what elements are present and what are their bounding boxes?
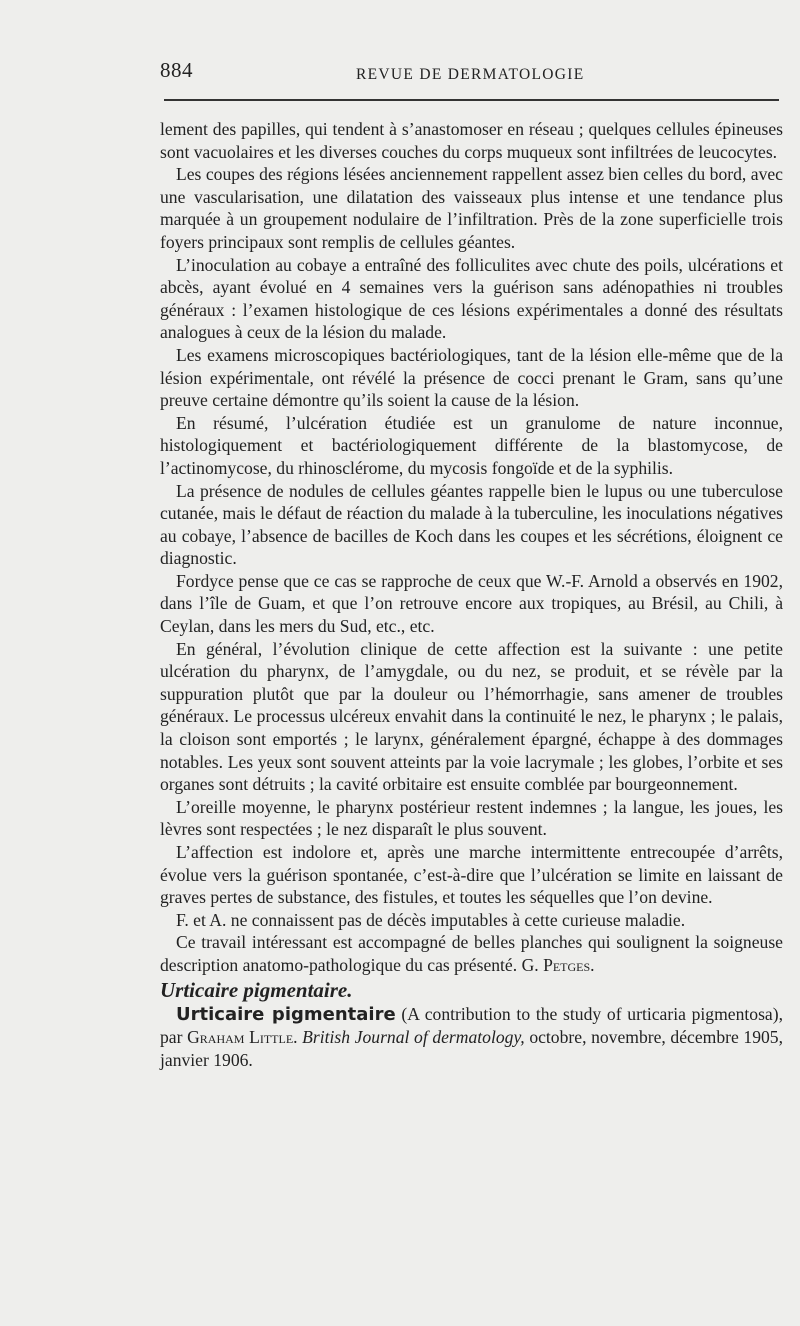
header-rule	[164, 99, 779, 101]
paragraph: Fordyce pense que ce cas se rapproche de ceux que W.-F. Arnold a observés en 1902, dans l’île de Guam, et que l’on retrouve encore aux tropiques, au Brésil, au Chili, à Ceylan, dans les mers du Sud, etc., etc.	[160, 570, 783, 637]
entry-author: Graham Little.	[187, 1027, 298, 1048]
paragraph: Les examens microscopiques bactériologiques, tant de la lésion elle-même que de la lésion expérimentale, ont révélé la présence de cocci prenant le Gram, sans qu’une preuve certaine démontre qu’ils soient la cause de la lésion.	[160, 344, 783, 411]
paragraph: La présence de nodules de cellules géantes rappelle bien le lupus ou une tuberculose cutanée, mais le défaut de réaction du malade à la tuberculine, les inoculations négatives au cobaye, l’absence de bacilles de Koch dans les coupes et les sécrétions, éloignent ce diagnostic.	[160, 480, 783, 569]
running-head: REVUE DE DERMATOLOGIE	[356, 66, 585, 83]
paragraph: lement des papilles, qui tendent à s’anastomoser en réseau ; quelques cellules épineuses sont vacuolaires et les diverses couches du corps muqueux sont infiltrées de leucocytes.	[160, 119, 783, 162]
article-body	[160, 118, 783, 1071]
paragraph: Les coupes des régions lésées anciennement rappellent assez bien celles du bord, avec une vascularisation, une dilatation des vaisseaux plus intense et une tendance plus marquée à un groupement nodulaire de l’infiltration. Près de la zone superficielle trois foyers principaux sont remplis de cellules géantes.	[160, 164, 783, 252]
reviewer-signature: G. Petges.	[521, 954, 595, 975]
paragraph: L’oreille moyenne, le pharynx postérieur restent indemnes ; la langue, les joues, les lèvres sont respectées ; le nez disparaît le plus souvent.	[160, 796, 783, 840]
paragraph: En général, l’évolution clinique de cette affection est la suivante : une petite ulcération du pharynx, de l’amygdale, ou du nez, se produit, et se révèle par la suppuration plutôt que par la douleur ou l’hémorrhagie, sans amener de troubles généraux. Le processus ulcéreux envahit dans la continuité le nez, le pharynx ; le palais, la cloison sont emportés ; le larynx, généralement épargné, échappe à des dommages notables. Les yeux sont souvent atteints par la voie lacrymale ; les globes, l’orbite et ses organes sont détruits ; la cavité orbitaire est ensuite comblée par bourgeonnement.	[160, 638, 783, 795]
bibliographic-entry	[160, 1003, 783, 1072]
entry-dates: octobre, novembre, décembre 1905, janvier 1906.	[160, 1027, 784, 1070]
entry-journal: British Journal of dermatology,	[302, 1027, 525, 1048]
closing-paragraph	[160, 931, 783, 976]
paragraph: En résumé, l’ulcération étudiée est un granulome de nature inconnue, histologiquement et bactériologiquement différente de la blastomycose, de l’actinomycose, du rhinosclérome, du mycosis fongoïde et de la syphilis.	[160, 412, 783, 478]
entry-subtitle: (A contribution to the study of urticaria pigmentosa), par	[160, 1003, 783, 1048]
entry-title: Urticaire pigmentaire	[176, 1003, 396, 1025]
page-number: 884	[160, 58, 193, 82]
section-heading: Urticaire pigmentaire.	[160, 977, 353, 1002]
paragraph: F. et A. ne connaissent pas de décès imputables à cette curieuse maladie.	[176, 909, 686, 930]
closing-text: Ce travail intéressant est accompagné de belles planches qui soulignent la soigneuse description anatomo-pathologique du cas présenté.	[160, 932, 783, 975]
paragraph: L’inoculation au cobaye a entraîné des folliculites avec chute des poils, ulcérations et abcès, ayant évolué en 4 semaines vers la guérison sans adénopathies ni troubles généraux : l’examen histologique de ces lésions expérimentales a donné des résultats analogues à ceux de la lésion du malade.	[160, 254, 783, 343]
paragraph: L’affection est indolore et, après une marche intermittente entrecoupée d’arrêts, évolue vers la guérison spontanée, c’est-à-dire que l’ulcération se limite en laissant de graves pertes de substance, des fistules, et toutes les séquelles que l’on devine.	[160, 842, 783, 908]
